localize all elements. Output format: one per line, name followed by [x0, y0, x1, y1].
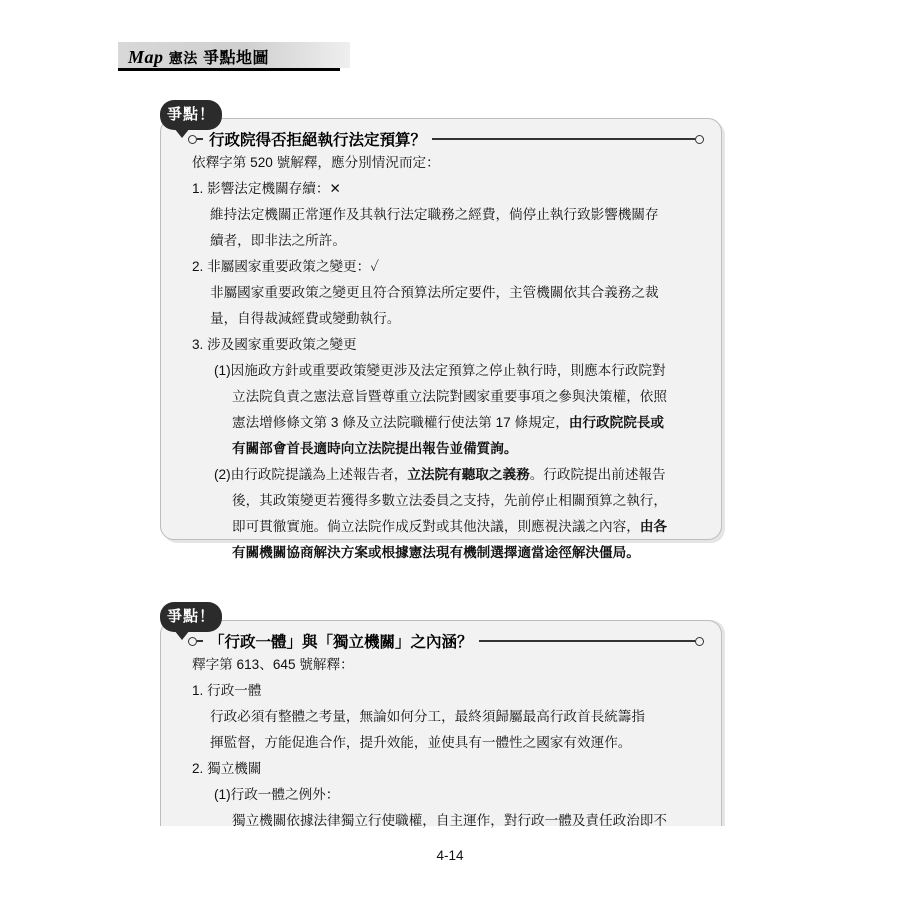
body-line: 獨立機關依據法律獨立行使職權，自主運作，對行政一體及責任政治即不	[232, 813, 667, 828]
body-line: 非屬國家重要政策之變更且符合預算法所定要件，主管機關依其合義務之裁	[210, 285, 659, 300]
header-subject: 憲法	[168, 50, 198, 66]
body-line: 依釋字第 520 號解釋，應分別情況而定：	[192, 155, 440, 170]
title-rule	[479, 640, 689, 642]
header-map-label: Map	[128, 47, 164, 67]
body-line: 3. 涉及國家重要政策之變更	[192, 337, 357, 352]
header-title	[128, 45, 269, 68]
body-line: 1. 行政一體	[192, 683, 262, 698]
body-line: 量，自得裁減經費或變動執行。	[210, 311, 401, 326]
bullet-circle-icon	[695, 637, 704, 646]
title-rule	[432, 138, 689, 140]
header-underline	[118, 68, 340, 71]
page-header	[118, 42, 350, 72]
page-number: 4-14	[436, 848, 464, 863]
dispute-title: 「行政一體」與「獨立機關」之內涵？	[209, 634, 473, 651]
body-line: 即可貫徹實施。倘立法院作成反對或其他決議，則應視決議之內容，由各	[232, 519, 667, 534]
dispute-body	[192, 652, 692, 834]
body-line: 憲法增修條文第 3 條及立法院職權行使法第 17 條規定，由行政院院長或	[232, 415, 665, 430]
dispute-title-row	[188, 128, 704, 150]
body-line: 2. 非屬國家重要政策之變更：✓	[192, 259, 380, 274]
dispute-body	[192, 150, 692, 566]
body-line: (1)因施政方針或重要政策變更涉及法定預算之停止執行時，則應本行政院對	[214, 363, 666, 378]
dispute-title: 行政院得否拒絕執行法定預算？	[209, 132, 427, 149]
body-line: 後，其政策變更若獲得多數立法委員之支持，先前停止相關預算之執行，	[232, 493, 667, 508]
body-line: 立法院負責之憲法意旨暨尊重立法院對國家重要事項之參與決策權，依照	[232, 389, 667, 404]
body-line: 有關部會首長適時向立法院提出報告並備質詢。	[232, 441, 518, 456]
header-main-title: 爭點地圖	[202, 50, 269, 67]
body-line: 2. 獨立機關	[192, 761, 262, 776]
bullet-circle-icon	[695, 135, 704, 144]
dispute-title-row	[188, 630, 704, 652]
body-line: 有關機關協商解決方案或根據憲法現有機制選擇適當途徑解決僵局。	[232, 545, 640, 560]
body-line: 揮監督，方能促進合作，提升效能，並使具有一體性之國家有效運作。	[210, 735, 632, 750]
body-line: 維持法定機關正常運作及其執行法定職務之經費，倘停止執行致影響機關存	[210, 207, 659, 222]
body-line: 行政必須有整體之考量，無論如何分工，最終須歸屬最高行政首長統籌指	[210, 709, 645, 724]
body-line: (1)行政一體之例外：	[214, 787, 340, 802]
dispute-badge: 爭點！	[160, 602, 222, 632]
body-line: 1. 影響法定機關存續：✕	[192, 181, 341, 196]
dispute-badge: 爭點！	[160, 100, 222, 130]
body-line: 續者，即非法之所許。	[210, 233, 346, 248]
body-line: 釋字第 613、645 號解釋：	[192, 657, 354, 672]
body-line: (2)由行政院提議為上述報告者，立法院有聽取之義務。行政院提出前述報告	[214, 467, 666, 482]
